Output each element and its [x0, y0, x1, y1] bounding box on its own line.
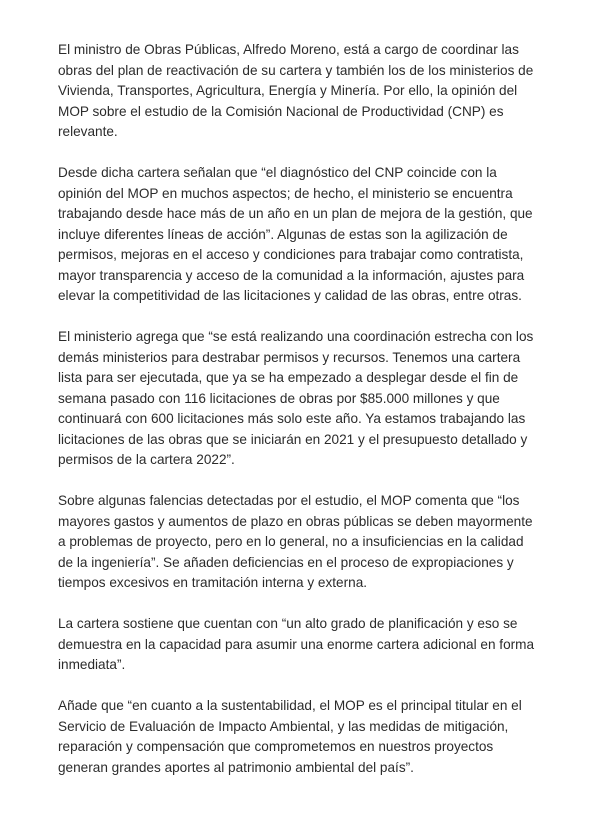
paragraph-1 [58, 40, 558, 143]
text-line: de la ingeniería”. Se añaden deficiencias en el proceso de expropiaciones y [58, 554, 514, 570]
text-line: licitaciones de las obras que se iniciarán en 2021 y el presupuesto detallado y [58, 431, 528, 447]
text-line: mayor transparencia y acceso de la comunidad a la información, ajustes para [58, 267, 525, 283]
text-line: tiempos excesivos en tramitación interna y externa. [58, 575, 368, 590]
text-line: a problemas de proyecto, pero en lo general, no a insuficiencias en la calidad [58, 534, 524, 549]
text-line: mayores gastos y aumentos de plazo en obras públicas se deben mayormente [58, 513, 533, 529]
text-line: permisos de la cartera 2022”. [58, 452, 235, 467]
text-line: Desde dicha cartera señalan que “el diagnóstico del CNP coincide con la [58, 165, 497, 180]
text-line: demás ministerios para destrabar permisos y recursos. Tenemos una cartera [58, 349, 521, 365]
text-line: opinión del MOP en muchos aspectos; de hecho, el ministerio se encuentra [58, 185, 513, 201]
text-line: Sobre algunas falencias detectadas por el estudio, el MOP comenta que “los [58, 493, 520, 508]
text-line: Vivienda, Transportes, Agricultura, Energía y Minería. Por ello, la opinión del [58, 83, 518, 98]
paragraph-2 [58, 163, 558, 307]
text-line: generan grandes aportes al patrimonio ambiental del país”. [58, 759, 414, 775]
text-line: continuará con 600 licitaciones más solo este año. Ya estamos trabajando las [58, 411, 526, 426]
paragraph-5 [58, 614, 558, 676]
text-line: obras del plan de reactivación de su cartera y también los de los ministerios de [58, 62, 534, 78]
paragraph-3 [58, 327, 558, 471]
text-line: Servicio de Evaluación de Impacto Ambiental, y las medidas de mitigación, [58, 718, 509, 734]
text-line: permisos, mejoras en el acceso y condiciones para trabajar como contratista, [58, 247, 524, 262]
text-line: MOP sobre el estudio de la Comisión Nacional de Productividad (CNP) es [58, 103, 504, 119]
text-line: semana pasado con 116 licitaciones de obras por $85.000 millones y que [58, 390, 500, 406]
text-line: La cartera sostiene que cuentan con “un alto grado de planificación y eso se [58, 616, 518, 631]
text-line: elevar la competitividad de las licitaciones y calidad de las obras, entre otras. [58, 288, 522, 303]
text-line: trabajando desde hace más de un año en un plan de mejora de la gestión, que [58, 206, 533, 221]
text-line: reparación y compensación que comprometemos en nuestros proyectos [58, 739, 494, 754]
text-line: incluye diferentes líneas de acción”. Algunas de estas son la agilización de [58, 226, 508, 242]
paragraph-4 [58, 491, 558, 594]
text-line: El ministro de Obras Públicas, Alfredo Moreno, está a cargo de coordinar las [58, 42, 519, 57]
text-line: demuestra en la capacidad para asumir una enorme cartera adicional en forma [58, 636, 535, 652]
paragraph-6 [58, 696, 558, 778]
text-line: El ministerio agrega que “se está realizando una coordinación estrecha con los [58, 329, 534, 344]
article-body [58, 40, 558, 799]
text-line: inmediata”. [58, 657, 126, 672]
text-line: relevante. [58, 124, 118, 139]
text-line: Añade que “en cuanto a la sustentabilidad, el MOP es el principal titular en el [58, 698, 522, 713]
text-line: lista para ser ejecutada, que ya se ha empezado a desplegar desde el fin de [58, 370, 519, 385]
